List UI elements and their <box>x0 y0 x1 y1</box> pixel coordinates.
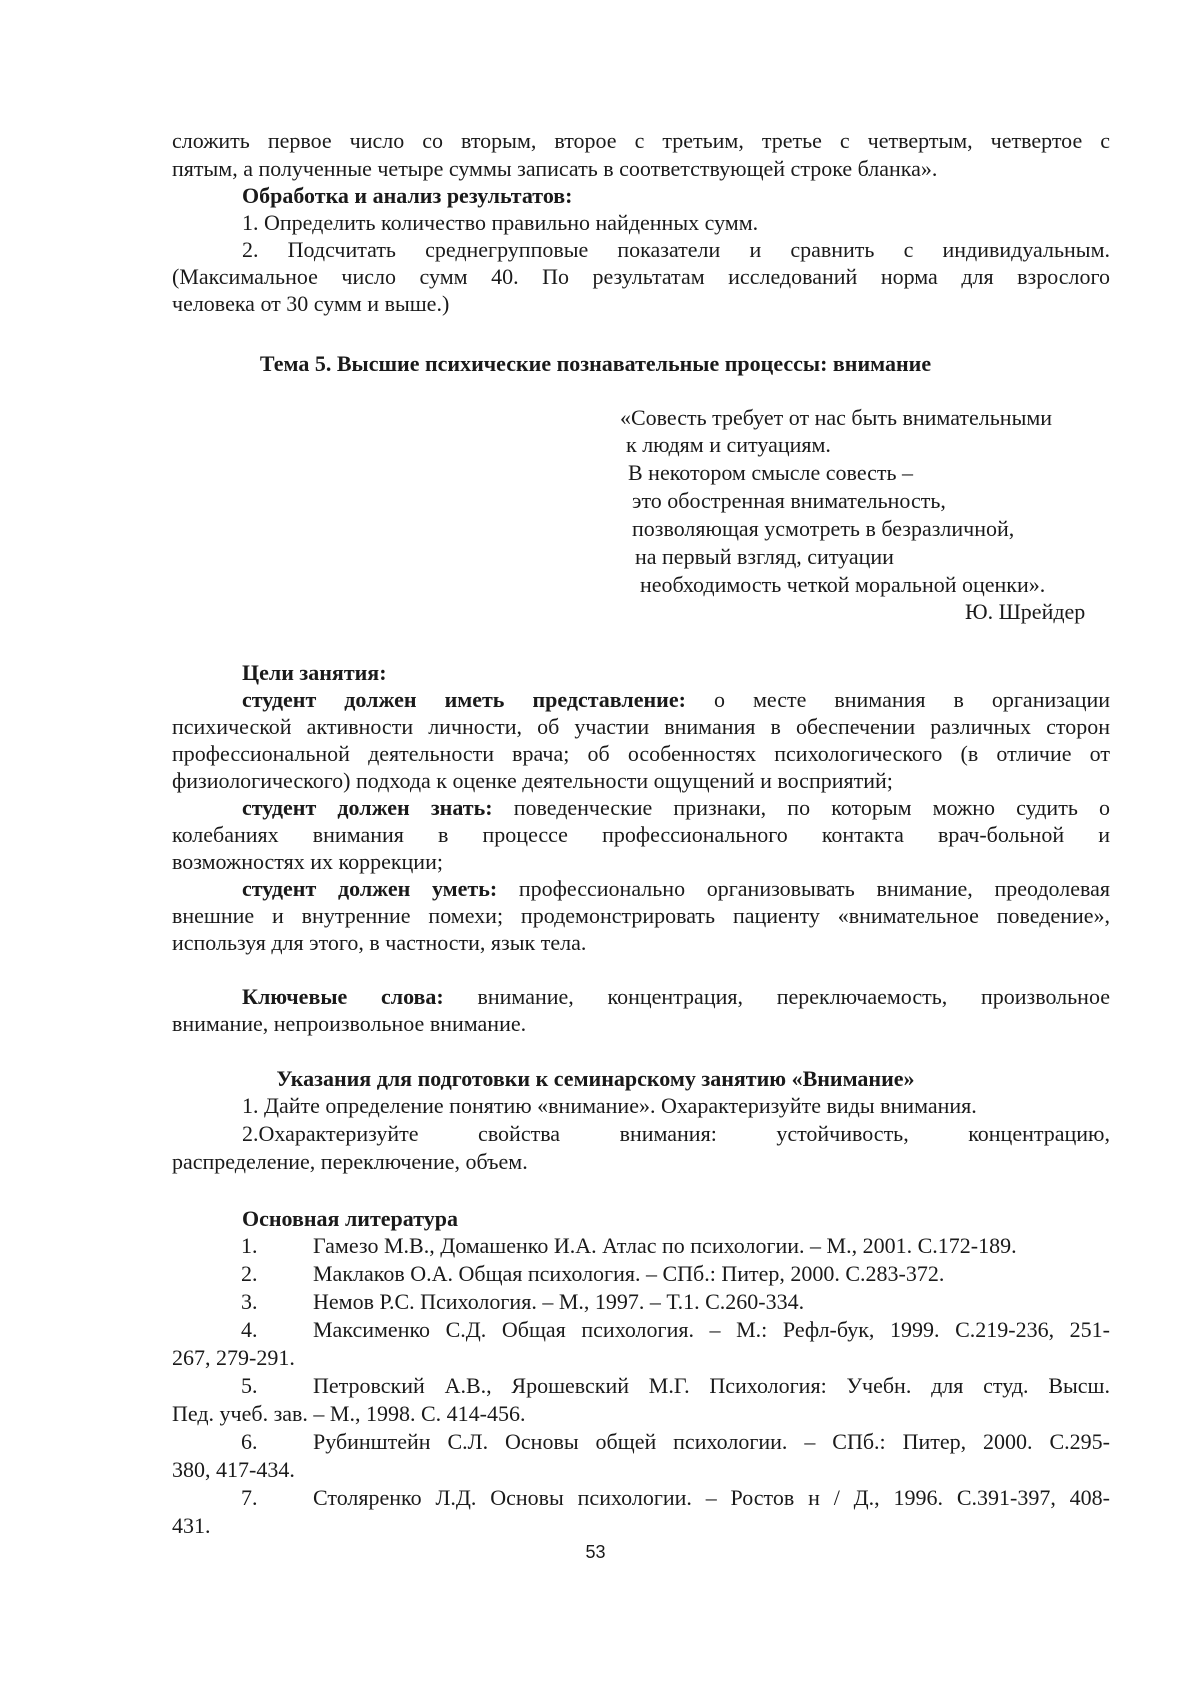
literature-item-text: Петровский А.В., Ярошевский М.Г. Психология: Учебн. для студ. Высш. <box>313 1373 1110 1398</box>
intro-line-2: пятым, а полученные четыре суммы записать в соответствующей строке бланка». <box>172 156 938 181</box>
literature-item-text: Столяренко Л.Д. Основы психологии. – Ростов н / Д., 1996. С.391-397, 408- <box>313 1485 1110 1510</box>
literature-item-number: 7. <box>241 1485 258 1510</box>
seminar-question-2-line-1: 2.Охарактеризуйте свойства внимания: устойчивость, концентрацию, <box>242 1121 1110 1146</box>
goals-p1-line-3: профессиональной деятельности врача; об особенностях психологического (в отличие от <box>172 741 1110 766</box>
keywords-text: внимание, концентрация, переключаемость, произвольное <box>477 984 1110 1009</box>
goals-p3-line-3: используя для этого, в частности, язык тела. <box>172 930 587 955</box>
epigraph-author: Ю. Шрейдер <box>965 599 1086 624</box>
keywords-label: Ключевые слова: <box>242 984 444 1009</box>
literature-item-number: 5. <box>241 1373 258 1398</box>
epigraph-line-5: позволяющая усмотреть в безразличной, <box>632 516 1015 541</box>
epigraph-line-4: это обостренная внимательность, <box>632 488 946 513</box>
goals-p1-line-1 <box>242 686 1110 714</box>
seminar-heading: Указания для подготовки к семинарскому занятию «Внимание» <box>276 1066 915 1091</box>
goals-p2-line-1 <box>242 794 1110 822</box>
epigraph-line-1: «Совесть требует от нас быть внимательными <box>620 405 1053 430</box>
literature-item-continuation: 267, 279-291. <box>172 1345 295 1370</box>
literature-item-number: 6. <box>241 1429 258 1454</box>
goals-p1-bold: студент должен иметь представление: <box>242 687 686 712</box>
goals-p3-line-2: внешние и внутренние помехи; продемонстрировать пациенту «внимательное поведение», <box>172 903 1110 928</box>
goals-p1-line-4: физиологического) подхода к оценке деятельности ощущений и восприятий; <box>172 768 893 793</box>
literature-item-text: Немов Р.С. Психология. – М., 1997. – Т.1. С.260-334. <box>313 1289 805 1314</box>
processing-heading: Обработка и анализ результатов: <box>242 183 573 208</box>
goals-p3-text: профессионально организовывать внимание, преодолевая <box>518 876 1110 901</box>
literature-item-continuation: 431. <box>172 1513 211 1538</box>
epigraph-line-3: В некотором смысле совесть – <box>628 460 914 485</box>
processing-item-2-line-2: (Максимальное число сумм 40. По результатам исследований норма для взрослого <box>172 264 1110 289</box>
literature-item-text: Маклаков О.А. Общая психология. – СПб.: Питер, 2000. С.283-372. <box>313 1261 945 1286</box>
goals-p1-text: о месте внимания в организации <box>713 687 1111 712</box>
processing-item-2-line-1: 2. Подсчитать среднегрупповые показатели и сравнить с индивидуальным. <box>242 237 1110 262</box>
page-number: 53 <box>585 1542 606 1562</box>
goals-p2-bold: студент должен знать: <box>242 795 493 820</box>
literature-item-text: Рубинштейн С.Л. Основы общей психологии. – СПб.: Питер, 2000. С.295- <box>313 1429 1110 1454</box>
literature-item-number: 3. <box>241 1289 258 1314</box>
literature-item-continuation: Пед. учеб. зав. – М., 1998. С. 414-456. <box>172 1401 526 1426</box>
literature-item-number: 4. <box>241 1317 258 1342</box>
epigraph-line-7: необходимость четкой моральной оценки». <box>640 572 1046 597</box>
intro-line-1: сложить первое число со вторым, второе с третьим, третье с четвертым, четвертое с <box>172 128 1110 153</box>
epigraph-line-6: на первый взгляд, ситуации <box>635 544 894 569</box>
goals-heading: Цели занятия: <box>242 660 387 685</box>
literature-item-number: 1. <box>241 1233 258 1258</box>
seminar-question-1: 1. Дайте определение понятию «внимание». Охарактеризуйте виды внимания. <box>242 1093 977 1118</box>
goals-p3-line-1 <box>242 875 1110 903</box>
keywords-line-2: внимание, непроизвольное внимание. <box>172 1011 527 1036</box>
literature-item-text: Максименко С.Д. Общая психология. – М.: Рефл-бук, 1999. С.219-236, 251- <box>313 1317 1110 1342</box>
processing-item-1: 1. Определить количество правильно найденных сумм. <box>242 210 759 235</box>
epigraph-line-2: к людям и ситуациям. <box>626 432 831 457</box>
goals-p1-line-2: психической активности личности, об участии внимания в обеспечении различных сторон <box>172 714 1110 739</box>
seminar-question-2-line-2: распределение, переключение, объем. <box>172 1149 528 1174</box>
goals-p2-line-3: возможностях их коррекции; <box>172 849 443 874</box>
literature-item-continuation: 380, 417-434. <box>172 1457 295 1482</box>
keywords-line-1 <box>242 983 1110 1011</box>
goals-p2-text: поведенческие признаки, по которым можно судить о <box>513 795 1110 820</box>
processing-item-2-line-3: человека от 30 сумм и выше.) <box>172 291 450 316</box>
literature-item-number: 2. <box>241 1261 258 1286</box>
topic-title: Тема 5. Высшие психические познавательные процессы: внимание <box>259 351 932 376</box>
literature-heading: Основная литература <box>242 1206 458 1231</box>
goals-p2-line-2: колебаниях внимания в процессе профессионального контакта врач-больной и <box>172 822 1110 847</box>
goals-p3-bold: студент должен уметь: <box>242 876 498 901</box>
literature-item-text: Гамезо М.В., Домашенко И.А. Атлас по психологии. – М., 2001. С.172-189. <box>313 1233 1017 1258</box>
